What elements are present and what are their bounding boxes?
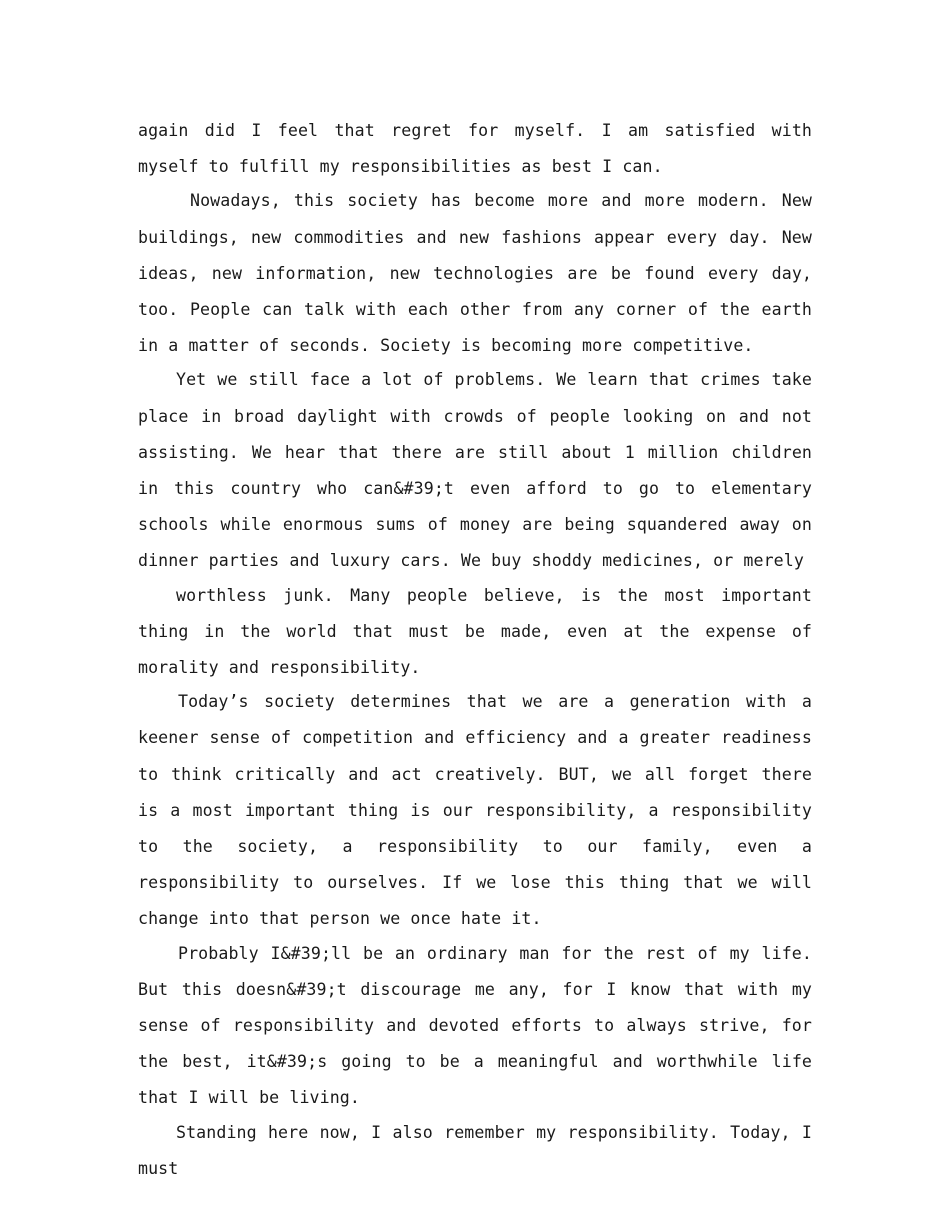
paragraph-3: Yet we still face a lot of problems. We learn that crimes take place in broad daylight with crowds of people looking on and not assisting. We hear that there are still about 1 million children in this country who can&#39;t even afford to go to elementary schools while enormous sums of money are being squandered away on dinner parties and luxury cars. We buy shoddy medicines, or merely (138, 370, 812, 571)
paragraph-1: again did I feel that regret for myself. I am satisfied with myself to fulfill my responsibilities as best I can. (138, 121, 812, 177)
paragraph-4: worthless junk. Many people believe, is the most important thing in the world that must be made, even at the expense of morality and responsibility. (138, 585, 812, 678)
paragraph-5: Today’s society determines that we are a generation with a keener sense of competition and efficiency and a greater readiness to think critically and act creatively. BUT, we all forget there is a most important thing is our responsibility, a responsibility to the society, a responsibility to our family, even a responsibility to ourselves. If we lose this thing that we will change into that person we once hate it. (138, 692, 812, 929)
paragraph-2: Nowadays, this society has become more and more modern. New buildings, new commodities and new fashions appear every day. New ideas, new information, new technologies are be found every day, too. People can talk with each other from any corner of the earth in a matter of seconds. Society is becoming more competitive. (138, 191, 812, 356)
paragraph-7: Standing here now, I also remember my responsibility. Today, I must (138, 1122, 812, 1178)
document-body (138, 113, 812, 1185)
paragraph-6: Probably I&#39;ll be an ordinary man for the rest of my life. But this doesn&#39;t discourage me any, for I know that with my sense of responsibility and devoted efforts to always strive, for the best, it&#39;s going to be a meaningful and worthwhile life that I will be living. (138, 943, 812, 1108)
